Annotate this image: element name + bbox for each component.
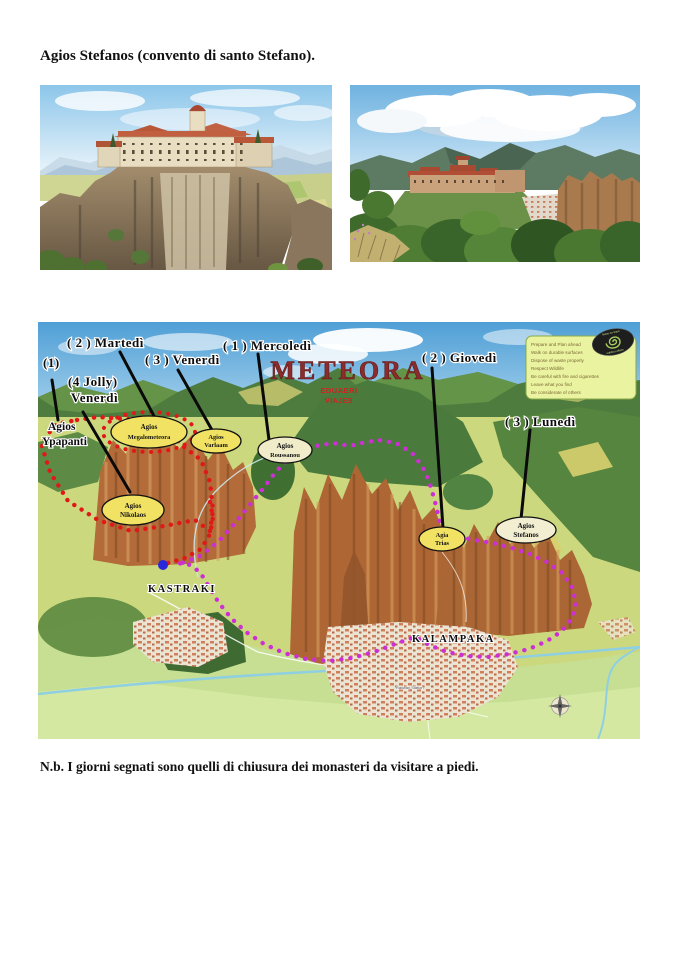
- label-agios-nikolaos: [102, 495, 164, 525]
- annotation-mercoledi: ( 1 ) Mercoledì: [223, 338, 312, 353]
- page-title: Agios Stefanos (convento di santo Stefano).: [40, 48, 316, 65]
- label-kastraki: KASTRAKI: [148, 584, 217, 595]
- annotation-jolly-line2: Venerdì: [71, 390, 119, 405]
- svg-text:Agios: Agios: [517, 522, 535, 530]
- label-railway-station: Railway Station: [396, 685, 424, 690]
- svg-text:Prepare and Plan ahead: Prepare and Plan ahead: [531, 342, 581, 347]
- svg-text:Leave what you find: Leave what you find: [531, 382, 572, 387]
- label-agia-trias: [419, 527, 465, 551]
- svg-text:Varlaam: Varlaam: [204, 442, 228, 449]
- photo-agios-stefanos-vegetation: [350, 85, 640, 262]
- page-note: N.b. I giorni segnati sono quelli di chiusura dei monasteri da visitare a piedi.: [40, 758, 479, 774]
- meteora-map: [38, 322, 640, 744]
- annotation-jolly-line1: (4 Jolly): [68, 374, 118, 389]
- svg-text:Agios: Agios: [276, 442, 294, 450]
- svg-text:Agia: Agia: [435, 532, 449, 539]
- svg-text:Megalometeora: Megalometeora: [127, 434, 171, 441]
- svg-text:Agios: Agios: [48, 421, 76, 433]
- cliff-face-light: [160, 173, 230, 270]
- agency-line1: EDUAERI: [320, 386, 358, 395]
- svg-text:Respect Wildlife: Respect Wildlife: [531, 366, 564, 371]
- svg-text:Be careful with fire and cigar: Be careful with fire and cigarettes: [531, 374, 599, 379]
- label-kalampaka: KALAMPAKA: [412, 634, 495, 645]
- left-hill: [38, 597, 148, 657]
- annotation-lunedi: ( 3 ) Lunedì: [505, 414, 576, 429]
- svg-text:Trias: Trias: [434, 540, 450, 547]
- svg-text:outdoor ethics: outdoor ethics: [605, 347, 624, 356]
- svg-text:leave no trace: leave no trace: [602, 328, 621, 337]
- svg-text:Ypapanti: Ypapanti: [42, 436, 87, 448]
- label-agios-stefanos: [496, 517, 556, 543]
- svg-text:Agios: Agios: [208, 434, 224, 441]
- leave-no-trace-box: [526, 325, 636, 399]
- svg-text:Walk on durable surfaces: Walk on durable surfaces: [531, 350, 583, 355]
- label-agios-varlaam: [191, 429, 241, 453]
- forest-patch-2: [443, 474, 493, 510]
- svg-text:Dispose of waste properly: Dispose of waste properly: [531, 358, 584, 363]
- agency-line2: VIAJES: [325, 398, 353, 405]
- annotation-giovedi: ( 2 ) Giovedì: [422, 350, 497, 365]
- svg-text:Nikolaos: Nikolaos: [119, 511, 147, 519]
- annotation-1: (1): [43, 355, 60, 370]
- route-start-marker: [158, 560, 168, 570]
- svg-text:Roussanou: Roussanou: [270, 452, 300, 459]
- label-agios-roussanou: [258, 437, 312, 463]
- svg-text:Stefanos: Stefanos: [513, 531, 539, 539]
- annotation-venerdi: ( 3 ) Venerdì: [145, 352, 220, 367]
- photo-agios-stefanos-cliff: [40, 85, 332, 270]
- label-agios-megalometeora: [111, 416, 187, 448]
- svg-text:Be considerate of others: Be considerate of others: [531, 390, 581, 395]
- svg-text:Agios: Agios: [140, 423, 158, 431]
- map-title: METEORA: [270, 356, 426, 385]
- svg-text:Agios: Agios: [124, 502, 142, 510]
- annotation-martedi: ( 2 ) Martedì: [67, 335, 144, 350]
